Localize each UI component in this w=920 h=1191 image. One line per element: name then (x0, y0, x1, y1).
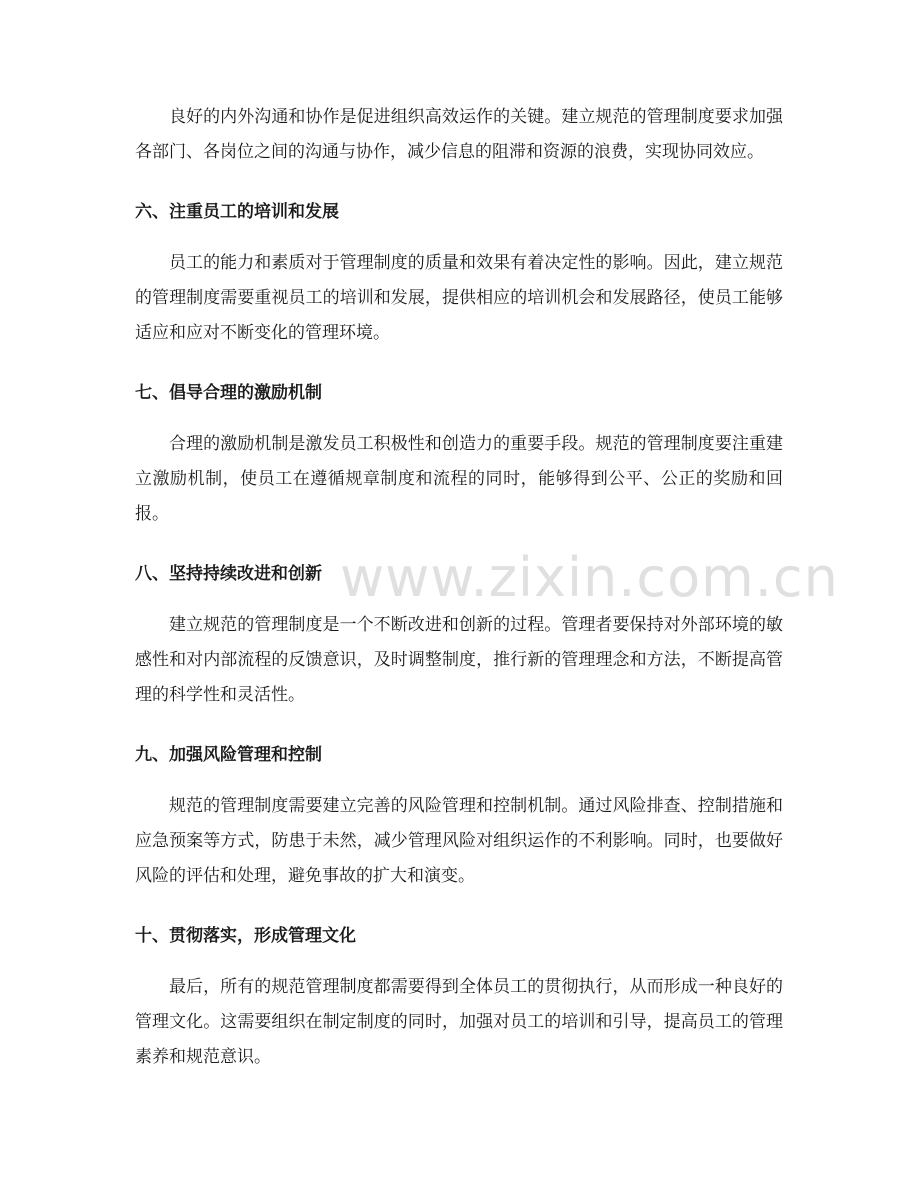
heading-section-9: 九、加强风险管理和控制 (135, 745, 322, 765)
paragraph-culture: 最后，所有的规范管理制度都需要得到全体员工的贯彻执行，从而形成一种良好的管理文化。这需要组织在制定制度的同时，加强对员工的培训和引导，提高员工的管理素养和规范意识。 (135, 977, 783, 1067)
paragraph-incentive: 合理的激励机制是激发员工积极性和创造力的重要手段。规范的管理制度要注重建立激励机制，使员工在遵循规章制度和流程的同时，能够得到公平、公正的奖励和回报。 (135, 434, 783, 524)
paragraph-risk: 规范的管理制度需要建立完善的风险管理和控制机制。通过风险排查、控制措施和应急预案等方式，防患于未然，减少管理风险对组织运作的不利影响。同时，也要做好风险的评估和处理，避免事故的扩大和演变。 (135, 796, 783, 886)
heading-section-6: 六、注重员工的培训和发展 (135, 202, 339, 222)
paragraph-improvement: 建立规范的管理制度是一个不断改进和创新的过程。管理者要保持对外部环境的敏感性和对内部流程的反馈意识，及时调整制度，推行新的管理理念和方法，不断提高管理的科学性和灵活性。 (135, 615, 783, 705)
heading-section-10: 十、贯彻落实，形成管理文化 (135, 926, 356, 946)
heading-section-8: 八、坚持持续改进和创新 (135, 564, 322, 584)
document-body (135, 100, 783, 1075)
watermark: www.zixin.com.cn (340, 546, 839, 609)
heading-section-7: 七、倡导合理的激励机制 (135, 383, 322, 403)
paragraph-collaboration: 良好的内外沟通和协作是促进组织高效运作的关键。建立规范的管理制度要求加强各部门、各岗位之间的沟通与协作，减少信息的阻滞和资源的浪费，实现协同效应。 (135, 107, 783, 162)
paragraph-training: 员工的能力和素质对于管理制度的质量和效果有着决定性的影响。因此，建立规范的管理制度需要重视员工的培训和发展，提供相应的培训机会和发展路径，使员工能够适应和应对不断变化的管理环境。 (135, 253, 783, 343)
